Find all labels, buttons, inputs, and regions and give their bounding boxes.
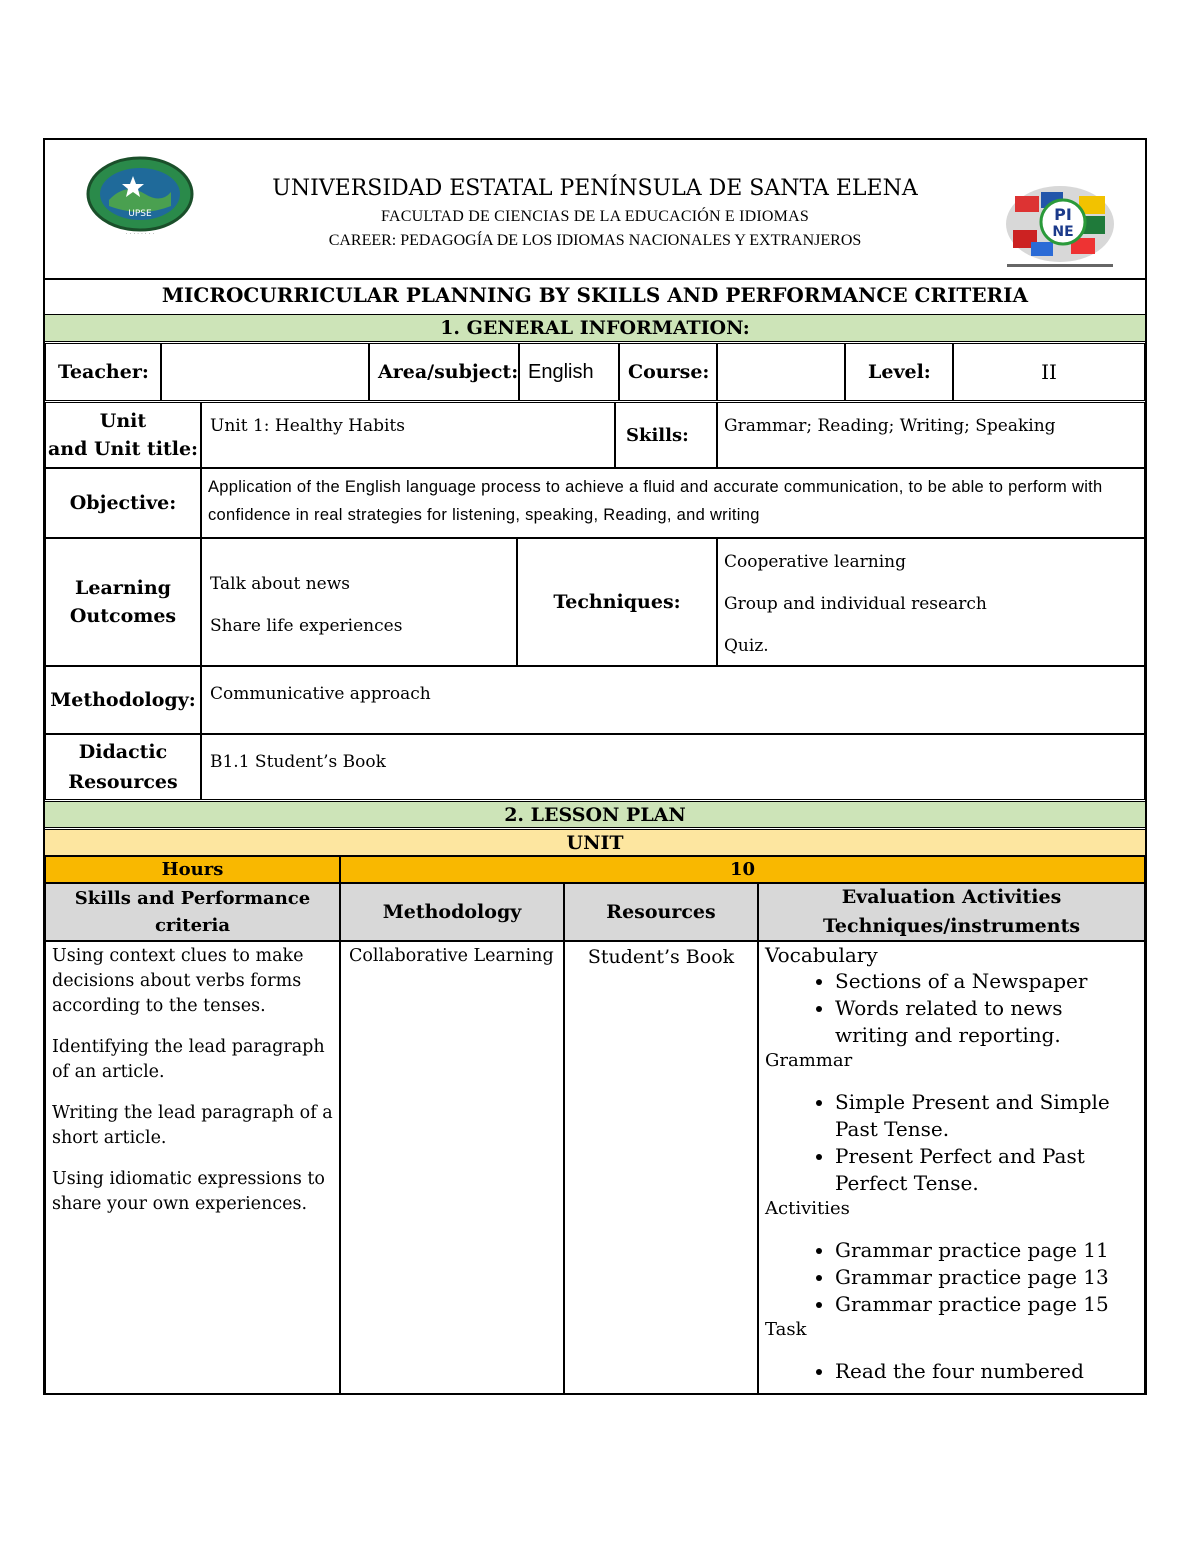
pine-logo-icon [1001,184,1119,270]
criteria-item: Identifying the lead paragraph of an article. [52,1037,325,1082]
eval-task-item: • Read the four numbered [835,1358,1138,1385]
eval-task-title: Task [765,1319,807,1340]
eval-vocab-list [765,968,1138,1049]
unit-label-line2: and Unit title: [47,438,199,460]
svg-text:PI: PI [1054,205,1072,224]
methodology-label: Methodology: [45,666,201,734]
lesson-plan-heading: 2. LESSON PLAN [45,801,1145,828]
eval-vocab-item: • Words related to news writing and reporting. [835,995,1138,1049]
resources-value: B1.1 Student’s Book [201,734,1145,800]
col-skills-header [45,883,340,941]
eval-grammar-list [765,1089,1138,1197]
eval-vocab-title: Vocabulary [765,943,878,967]
techniques-label: Techniques: [517,538,717,666]
svg-text:· · · · · · · ·: · · · · · · · · [125,231,155,238]
outcomes-list [201,538,517,666]
eval-grammar-item: • Simple Present and Simple Past Tense. [835,1089,1138,1143]
outcomes-label-line2: Outcomes [69,605,177,627]
col-evaluation-header [758,883,1145,941]
area-label: Area/subject: [369,343,519,401]
outcome-item: Share life experiences [210,616,403,636]
criteria-item: Using idiomatic expressions to share your own experiences. [52,1169,325,1214]
area-value: English [519,343,619,401]
objective-label: Objective: [45,468,201,538]
planning-document [43,138,1147,1395]
unit-label-line1: Unit [99,410,147,432]
svg-text:UPSE: UPSE [128,209,152,219]
eval-grammar-title: Grammar [765,1050,853,1071]
eval-grammar-item: • Present Perfect and Past Perfect Tense. [835,1143,1138,1197]
resources-label-line1: Didactic [78,741,168,763]
criteria-item: Using context clues to make decisions about verbs forms according to the tenses. [52,946,304,1016]
university-name: UNIVERSIDAD ESTATAL PENÍNSULA DE SANTA ELENA [272,176,918,201]
teacher-value [161,343,369,401]
resources-label-line2: Resources [68,771,178,793]
eval-vocab-item: • Sections of a Newspaper [835,968,1138,995]
col-resources-header: Resources [564,883,758,941]
technique-item: Group and individual research [724,594,987,614]
skills-criteria-cell [45,941,340,1395]
unit-heading: UNIT [45,829,1145,856]
skills-label: Skills: [615,402,717,468]
technique-item: Quiz. [724,636,769,656]
outcome-item: Talk about news [210,574,351,594]
level-value: II [953,343,1145,401]
document-title: MICROCURRICULAR PLANNING BY SKILLS AND PERFORMANCE CRITERIA [161,283,1029,307]
eval-activities-list [765,1237,1138,1318]
methodology-cell: Collaborative Learning [340,941,564,1395]
col-skills-line2: criteria [154,915,231,936]
objective-value: Application of the English language process to achieve a fluid and accurate communication, to be able to perform with confidence in real strategies for listening, speaking, Reading, and writing [201,468,1145,538]
eval-activity-item: • Grammar practice page 15 [835,1291,1138,1318]
criteria-item: Writing the lead paragraph of a short article. [52,1103,333,1148]
resources-cell: Student’s Book [564,941,758,1395]
evaluation-cell [758,941,1145,1395]
col-skills-line1: Skills and Performance [74,888,311,909]
col-eval-line1: Evaluation Activities [841,886,1062,908]
eval-task-list [765,1358,1138,1385]
outcomes-label-line1: Learning [75,577,171,599]
unit-label [45,402,201,468]
techniques-list [717,538,1145,666]
course-label: Course: [619,343,717,401]
outcomes-label [45,538,201,666]
career-name: CAREER: PEDAGOGÍA DE LOS IDIOMAS NACIONALES Y EXTRANJEROS [328,232,862,249]
svg-text:NE: NE [1052,224,1074,240]
methodology-value: Communicative approach [201,666,1145,734]
general-info-heading: 1. GENERAL INFORMATION: [45,314,1145,342]
eval-activity-item: • Grammar practice page 13 [835,1264,1138,1291]
resources-label [45,734,201,800]
skills-value: Grammar; Reading; Writing; Speaking [717,402,1145,468]
level-label: Level: [845,343,953,401]
teacher-label: Teacher: [45,343,161,401]
col-methodology-header: Methodology [340,883,564,941]
technique-item: Cooperative learning [724,552,906,572]
unit-value: Unit 1: Healthy Habits [201,402,615,468]
hours-label: Hours [45,856,340,883]
col-eval-line2: Techniques/instruments [822,915,1081,937]
course-value [717,343,845,401]
hours-value: 10 [340,856,1145,883]
document-header [45,140,1145,280]
faculty-name: FACULTAD DE CIENCIAS DE LA EDUCACIÓN E IDIOMAS [381,208,809,225]
eval-activities-title: Activities [765,1198,850,1219]
eval-activity-item: • Grammar practice page 11 [835,1237,1138,1264]
